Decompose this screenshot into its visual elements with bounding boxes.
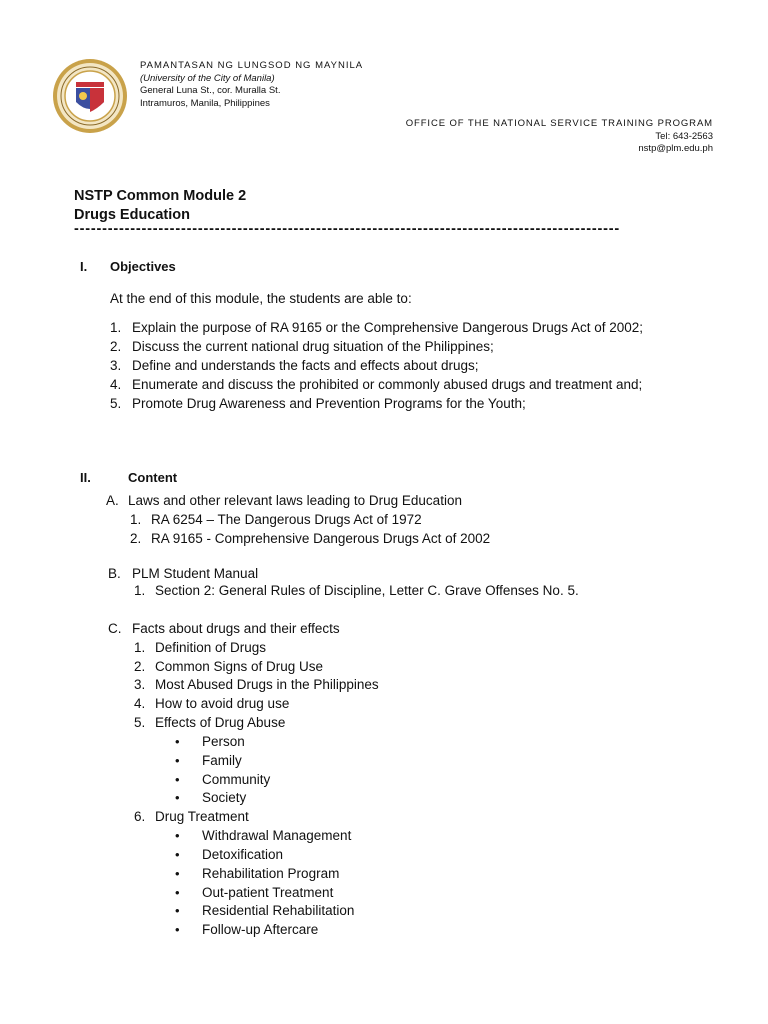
document-title [74, 187, 246, 225]
list-item [110, 394, 710, 413]
item-text: Explain the purpose of RA 9165 or the Comprehensive Dangerous Drugs Act of 2002; [132, 320, 644, 335]
subsection-c-item-number: 2. [134, 659, 146, 674]
bullet-icon: • [175, 847, 180, 862]
subsection-a-text: Laws and other relevant laws leading to Drug Education [128, 493, 462, 508]
module-subtitle: Drugs Education [74, 207, 191, 223]
item-number: 3. [110, 358, 122, 373]
subsection-a-label: A. [106, 493, 119, 508]
bullet-icon: • [175, 922, 180, 937]
treatment-bullet-item: Follow-up Aftercare [202, 922, 319, 937]
item-number: 5. [110, 396, 122, 411]
subsection-c-item-number: 4. [134, 696, 146, 711]
effects-bullet-item: Family [202, 753, 242, 768]
item-text: Enumerate and discuss the prohibited or commonly abused drugs and treatment and; [132, 377, 643, 392]
office-telephone: Tel: 643-2563 [655, 130, 713, 142]
section-1-title: Objectives [110, 259, 176, 274]
subsection-c-item: Common Signs of Drug Use [155, 659, 324, 674]
bullet-icon: • [175, 903, 180, 918]
section-2-title: Content [128, 470, 178, 485]
office-info [406, 118, 713, 156]
office-email: nstp@plm.edu.ph [638, 143, 713, 154]
subsection-b-item: Section 2: General Rules of Discipline, Letter C. Grave Offenses No. 5. [155, 583, 579, 598]
subsection-c-item-number: 1. [134, 640, 146, 655]
subsection-c-label: C. [108, 621, 122, 636]
subsection-c-item: How to avoid drug use [155, 696, 290, 711]
subsection-c-item-number: 3. [134, 677, 146, 692]
section-1-intro: At the end of this module, the students are able to: [110, 291, 412, 306]
list-item [110, 375, 710, 394]
item-text: Promote Drug Awareness and Prevention Programs for the Youth; [132, 396, 526, 411]
bullet-icon: • [175, 734, 180, 749]
bullet-icon: • [175, 828, 180, 843]
subsection-c-item: Effects of Drug Abuse [155, 715, 286, 730]
subsection-a-item-number: 1. [130, 512, 142, 527]
subsection-c-item-number: 5. [134, 715, 146, 730]
effects-bullet-item: Community [202, 772, 271, 787]
list-item [110, 318, 710, 337]
subsection-a-item: RA 6254 – The Dangerous Drugs Act of 1972 [151, 512, 422, 527]
effects-bullet-item: Society [202, 790, 247, 805]
subsection-c-item: Drug Treatment [155, 809, 249, 824]
list-item [110, 337, 710, 356]
subsection-b-label: B. [108, 566, 121, 581]
university-english-name: (University of the City of Manila) [140, 72, 275, 84]
item-number: 4. [110, 377, 122, 392]
treatment-bullet-item: Rehabilitation Program [202, 866, 340, 881]
effects-bullet-item: Person [202, 734, 245, 749]
module-title: NSTP Common Module 2 [74, 188, 247, 204]
item-number: 1. [110, 320, 122, 335]
bullet-icon: • [175, 753, 180, 768]
section-2-number: II. [80, 470, 91, 485]
item-number: 2. [110, 339, 122, 354]
bullet-icon: • [175, 790, 180, 805]
subsection-a-item-number: 2. [130, 531, 142, 546]
section-1-number: I. [80, 259, 88, 274]
subsection-c-text: Facts about drugs and their effects [132, 621, 340, 636]
item-text: Discuss the current national drug situation of the Philippines; [132, 339, 494, 354]
subsection-c-item: Definition of Drugs [155, 640, 267, 655]
item-text: Define and understands the facts and effects about drugs; [132, 358, 479, 373]
bullet-icon: • [175, 885, 180, 900]
list-item [110, 356, 710, 375]
subsection-a-item: RA 9165 - Comprehensive Dangerous Drugs Act of 2002 [151, 531, 491, 546]
address-line-2: Intramuros, Manila, Philippines [140, 97, 270, 109]
university-seal-logo [52, 58, 128, 134]
university-info [140, 60, 363, 110]
treatment-bullet-item: Detoxification [202, 847, 284, 862]
office-title: OFFICE OF THE NATIONAL SERVICE TRAINING PROGRAM [405, 118, 713, 129]
treatment-bullet-item: Withdrawal Management [202, 828, 352, 843]
objectives-list [110, 318, 710, 413]
subsection-c-item-number: 6. [134, 809, 146, 824]
treatment-bullet-item: Residential Rehabilitation [202, 903, 355, 918]
subsection-c-item: Most Abused Drugs in the Philippines [155, 677, 379, 692]
address-line-1: General Luna St., cor. Muralla St. [140, 85, 281, 96]
bullet-icon: • [175, 866, 180, 881]
title-divider: ------------------------------------------------------------------------------------------------- [74, 221, 620, 237]
university-name: PAMANTASAN NG LUNGSOD NG MAYNILA [140, 60, 364, 71]
subsection-b-item-number: 1. [134, 583, 146, 598]
treatment-bullet-item: Out-patient Treatment [202, 885, 334, 900]
bullet-icon: • [175, 772, 180, 787]
subsection-b-text: PLM Student Manual [132, 566, 259, 581]
